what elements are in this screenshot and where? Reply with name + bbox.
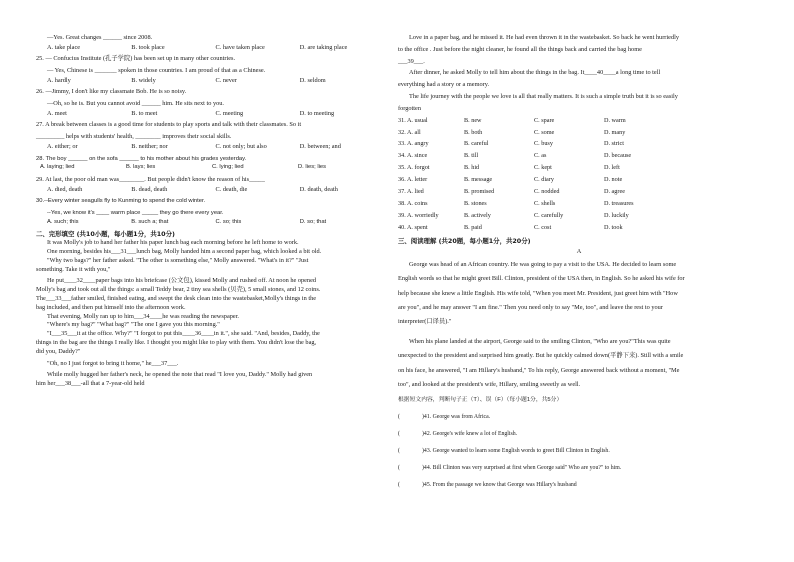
option[interactable]: A. either; or — [47, 143, 78, 151]
passage-line: are you", and he may answer "I am fine." Then you need only to say "Me, too", and leave the rest to your — [398, 303, 663, 311]
q29-stem: 29. At last, the poor old man was________. But people didn't know the reason of his_____ — [36, 175, 265, 183]
choice-row — [398, 210, 760, 222]
option[interactable]: B. promised — [464, 188, 495, 196]
cloze-line: ___39___. — [398, 57, 425, 65]
option[interactable]: C. as — [534, 152, 547, 160]
option[interactable]: C. nodded — [534, 188, 560, 196]
cloze-line: That evening, Molly ran up to him___34____he was reading the newspaper. — [47, 312, 240, 320]
choice-row — [398, 222, 760, 234]
option[interactable]: D. are taking place — [299, 43, 348, 51]
choice-row — [398, 127, 760, 139]
cloze-line: One morning, besides his___31___lunch bag, Molly handed him a second paper bag, which looked a bit old. — [47, 248, 322, 256]
option[interactable]: A. hardly — [47, 76, 71, 84]
q25-options — [36, 76, 384, 86]
cloze-choices-table — [398, 115, 760, 235]
cloze-line: forgotten — [398, 104, 421, 112]
left-column — [36, 34, 384, 389]
q27-line1: 27. A break between classes is a good time for students to play sports and talk with their classmates. So it — [36, 121, 302, 129]
q26-reply: —Oh, so he is. But you cannot avoid ______ him. He sits next to you. — [47, 100, 225, 108]
tf-item: ( )42. George's wife knew a lot of English. — [398, 426, 760, 443]
q25-reply: — Yes, Chinese is _______ spoken in those countries. I am proud of that as a Chinese. — [47, 67, 266, 75]
cloze-line: The life journey with the people we love is all that really matters. It is such a simple truth but it is so easily — [409, 92, 678, 100]
option[interactable]: C. meeting — [215, 109, 244, 117]
tf-item: ( )45. From the passage we know that George was Hillary's husband — [398, 477, 760, 494]
option[interactable]: C. lying; lied — [212, 164, 244, 171]
option[interactable]: D. many — [604, 128, 626, 136]
passage-letter: A — [576, 248, 582, 256]
option[interactable]: 38. A. coins — [398, 200, 428, 208]
option[interactable]: C. spare — [534, 116, 555, 124]
option[interactable]: 33. A. angry — [398, 140, 429, 148]
cloze-line: It was Molly's job to hand her father his paper lunch bag each morning before he left home to work. — [47, 239, 299, 247]
cloze-line: "Why two bags?" her father asked. "The other is something else," Molly answered. "What's in it?" "Just — [47, 256, 309, 264]
option[interactable]: C. death, die — [215, 185, 248, 193]
cloze-line: bag included, and then put himself into the afternoon work. — [36, 303, 186, 311]
true-false-list — [398, 409, 760, 494]
q27-options — [36, 142, 384, 152]
cloze-line: The___33___father smiled, finished eating, and swept the desk clean into the wastebasket,Molly's things in the — [36, 295, 317, 303]
q30-reply: --Yes, we know it's ____ warm place _____ they go there every year. — [47, 209, 224, 216]
reading-passage — [398, 258, 760, 392]
option[interactable]: C. never — [215, 76, 237, 84]
option[interactable]: C. kept — [534, 164, 552, 172]
q25-stem: 25. — Confucius Institute (孔子学院) has been set up in many other countries. — [36, 55, 236, 63]
option[interactable]: B. new — [464, 116, 482, 124]
q27-line2: _________ helps with students' health, ________ improves their social skills. — [36, 133, 232, 141]
option[interactable]: B. careful — [464, 140, 489, 148]
cloze-line: to the office . Just before the night cleaner, he found all the things back and carried the bag home — [398, 45, 642, 53]
cloze-line: everything had a story or a memory. — [398, 81, 490, 89]
q24-reply: —Yes. Great changes ______ since 2008. — [47, 34, 153, 41]
option[interactable]: B. widely — [131, 76, 156, 84]
passage-line: interpreter(口译员)." — [398, 317, 452, 325]
option[interactable]: C. so; this — [215, 218, 242, 225]
cloze-line: Love in a paper bag, and he missed it. He had even thrown it in the wastebasket. So back he went hurriedly — [409, 34, 679, 41]
option[interactable]: C. shells — [534, 200, 556, 208]
option[interactable]: D. treasures — [604, 200, 634, 208]
option[interactable]: 35. A. forgot — [398, 164, 430, 172]
tf-item: ( )44. Bill Clinton was very surprised at first when George said" Who are you?" to him. — [398, 460, 760, 477]
option[interactable]: B. both — [464, 128, 483, 136]
cloze-line: "I___35___it at the office. Why?" "I forgot to put this____36____in it.", she said. "And, besides, Daddy, the — [47, 330, 320, 338]
option[interactable]: 36. A. letter — [398, 176, 428, 184]
tf-item: ( )43. George wanted to learn some English words to greet Bill Clinton in English. — [398, 443, 760, 460]
passage-line: help because she knew a little English. His wife told, "When you meet Mr. President, just greet him with "How — [398, 289, 678, 297]
option[interactable]: B. took place — [131, 43, 165, 51]
answer-blank[interactable]: ( — [398, 464, 400, 471]
answer-blank[interactable]: ( — [398, 413, 400, 420]
option[interactable]: B. lays; lies — [126, 164, 156, 171]
option[interactable]: D. to meeting — [299, 109, 335, 117]
option[interactable]: D. lies; lies — [298, 164, 327, 171]
choice-row — [398, 186, 760, 198]
q26-options — [36, 109, 384, 119]
cloze-line: After dinner, he asked Molly to tell him about the things in the bag. It____40____a long time to tell — [409, 69, 661, 77]
q30-options — [36, 218, 384, 228]
choice-row — [398, 174, 760, 186]
option[interactable]: 31. A. usual — [398, 116, 428, 124]
passage-line: on his face, he answered, "I am Hillary's husband," To his reply, George answered back without a moment, "Me — [398, 366, 680, 374]
option[interactable]: D. so; that — [299, 218, 327, 225]
option[interactable]: A. take place — [47, 43, 81, 51]
q29-options — [36, 185, 384, 195]
option[interactable]: 40. A. spent — [398, 224, 428, 232]
option[interactable]: A. meet — [47, 109, 67, 117]
passage-line: unexpected to the president and surprised him greatly. But he quickly calmed down(平静下来). Still with a smile — [398, 352, 684, 360]
option[interactable]: B. till — [464, 152, 479, 160]
option[interactable]: C. diary — [534, 176, 554, 184]
answer-blank[interactable]: ( — [398, 447, 400, 454]
option[interactable]: A. such; this — [47, 218, 79, 225]
option[interactable]: D. death, death — [299, 185, 338, 193]
option[interactable]: D. between; and — [299, 143, 341, 151]
q30-stem: 30.--Every winter seagulls fly to Kunming to spend the cold winter. — [36, 198, 206, 205]
choice-row — [398, 150, 760, 162]
option[interactable]: 37. A. lied — [398, 188, 424, 196]
q28-stem: 28. The boy ______ on the sofa ______ to his mother about his grades yesterday. — [36, 155, 247, 162]
passage-line: English words so that he might greet Bill. Clinton, president of the USA then, in English. So he asked his wife for — [398, 275, 685, 283]
option[interactable]: D. luckily — [604, 212, 629, 220]
q26-stem: 26. —Jimmy, I don't like my classmate Bob. He is so noisy. — [36, 88, 187, 96]
option[interactable]: B. dead, death — [131, 185, 168, 193]
cloze-line: something. Take it with you," — [36, 265, 111, 273]
choice-row — [398, 138, 760, 150]
option[interactable]: C. busy — [534, 140, 553, 148]
option[interactable]: C. not only; but also — [215, 143, 267, 151]
choice-row — [398, 115, 760, 127]
option[interactable]: B. paid — [464, 224, 482, 232]
option[interactable]: C. have taken place — [215, 43, 265, 51]
cloze-line: He put____32____paper bags into his briefcase (公文包), kissed Molly and rushed off. At noon he opened — [47, 277, 317, 285]
cloze-line: him her___38___-all that a 7-year-old held — [36, 380, 145, 388]
option[interactable]: D. seldom — [299, 76, 326, 84]
cloze-passage — [36, 239, 384, 389]
option[interactable]: 39. A. worriedly — [398, 212, 439, 220]
option[interactable]: D. because — [604, 152, 632, 160]
passage-line: George was head of an African country. He was going to pay a visit to the USA. He decided to learn some — [409, 261, 677, 269]
tf-item: ( )41. George was from Africa. — [398, 409, 760, 426]
option[interactable]: 34. A. since — [398, 152, 428, 160]
option[interactable]: D. agree — [604, 188, 625, 196]
passage-line: too", and looked at the president's wife, Hillary, smiling sweetly as well. — [398, 380, 581, 388]
option[interactable]: B. actively — [464, 212, 491, 220]
tf-instructions: 根据短文内容，判断句子正（T）、误（F）（每小题1分，共5分） — [398, 396, 563, 403]
cloze-line: did you, Daddy?" — [36, 347, 81, 355]
cloze-passage-continued — [398, 34, 760, 114]
choice-row — [398, 162, 760, 174]
option[interactable]: A. laying; lied — [40, 164, 75, 171]
option[interactable]: C. cost — [534, 224, 552, 232]
passage-line: When his plane landed at the airport, George said to the smiling Clinton, "Who are you?"This was quite — [409, 338, 671, 346]
option[interactable]: C. some — [534, 128, 555, 136]
option[interactable]: B. stones — [464, 200, 487, 208]
option[interactable]: D. note — [604, 176, 623, 184]
option[interactable]: B. hid — [464, 164, 480, 172]
option[interactable]: B. to meet — [131, 109, 158, 117]
answer-blank[interactable]: ( — [398, 430, 400, 437]
choice-row — [398, 198, 760, 210]
option[interactable]: B. message — [464, 176, 493, 184]
option[interactable]: D. left — [604, 164, 620, 172]
right-column — [398, 34, 760, 494]
cloze-line: things in the bag are the things I really like. I thought you might like to play with them. You didn't lose the bag, — [36, 339, 317, 347]
option[interactable]: A. died, death — [47, 185, 83, 193]
q28-options — [36, 163, 384, 173]
cloze-section-header: 二、完形填空 (共10小题，每小题1分，共10分) — [36, 230, 175, 239]
cloze-line: Molly's bag and took out all the things: a small Teddy bear, 2 tiny sea shells (贝壳), 5 small stones, and 12 coins. — [36, 286, 321, 294]
option[interactable]: B. neither; nor — [131, 143, 168, 151]
answer-blank[interactable]: ( — [398, 481, 400, 488]
option[interactable]: B. such a; that — [131, 218, 169, 225]
option[interactable]: D. took — [604, 224, 623, 232]
option[interactable]: C. carefully — [534, 212, 564, 220]
cloze-line: "Where's my bag?" "What bag?" "The one I gave you this morning." — [47, 321, 220, 329]
option[interactable]: D. strict — [604, 140, 624, 148]
option[interactable]: 32. A. all — [398, 128, 421, 136]
q24-options — [36, 43, 384, 53]
reading-section-header: 三、阅读理解 (共20题，每小题1分，共20分) — [398, 237, 531, 246]
cloze-line: While molly hugged her father's neck, he opened the note that read "I love you, Daddy." Molly had given — [47, 371, 313, 379]
option[interactable]: D. warm — [604, 116, 626, 124]
cloze-line: "Oh, no I just forgot to bring it home," he___37___. — [47, 359, 179, 367]
